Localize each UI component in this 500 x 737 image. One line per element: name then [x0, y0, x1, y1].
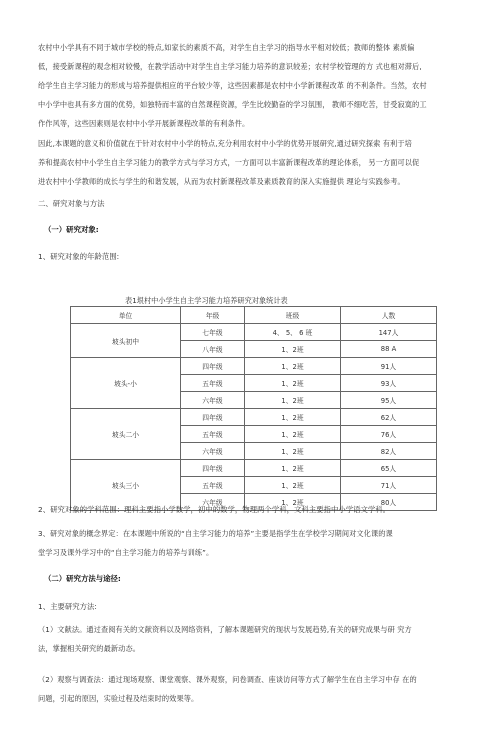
count-cell: 147人	[341, 324, 437, 341]
count-cell: 62人	[341, 409, 437, 426]
text-line: 农村中小学具有不同于城市学校的特点,如家长的素质不高，对学生自主学习的指导水平相对较低；教师的整体 素质偏	[38, 43, 415, 52]
count-cell: 82人	[341, 443, 437, 460]
text-line: 低，接受新课程的观念相对较慢，在教学活动中对学生自主学习能力培养的意识较差；农村学校管理的方 式也相对滞后,	[38, 62, 422, 71]
grade-cell: 七年级	[181, 324, 245, 341]
grade-cell: 五年级	[181, 426, 245, 443]
text-line: 因此,本课题的意义和价值就在于针对农村中小学的特点,充分利用农村中小学的优势开展研究,通过研究探索 有利于培	[38, 139, 412, 148]
stats-table	[70, 306, 437, 511]
text-line: 进农村中小学教师的成长与学生的和谐发展，从而为农村新课程改革及素质教育的深入实施提供 理论与实践参考。	[38, 177, 405, 186]
class-cell: 1、2班	[245, 375, 341, 392]
count-cell: 95人	[341, 392, 437, 409]
class-cell: 1、2班	[245, 341, 341, 358]
table-header-row	[71, 307, 437, 324]
item-age-range: 1、研究对象的年龄范围:	[38, 252, 120, 261]
class-cell: 1、2班	[245, 494, 341, 511]
count-cell: 71人	[341, 477, 437, 494]
count-cell: 76人	[341, 426, 437, 443]
section-heading: 二、研究对象与方法	[38, 199, 105, 208]
method-observation	[38, 670, 470, 708]
class-cell: 1、2班	[245, 443, 341, 460]
subsection-heading-methods: （二）研究方法与途径:	[44, 574, 121, 583]
text-line: 养和提高农村中小学生自主学习能力的教学方式与学习方式，一方面可以丰富新课程改革的理论体系， 另一方面可以促	[38, 158, 420, 167]
class-cell: 1、2班	[245, 409, 341, 426]
header-unit: 单位	[71, 307, 181, 324]
subsection-heading-objects: （一）研究对象:	[44, 225, 99, 234]
unit-cell: 坡头三小	[71, 460, 181, 511]
table-caption: 表1垠村中小学生自主学习能力培养研究对象统计表	[125, 296, 288, 305]
text-line: （2）观察与调查法：通过现场观察、课堂观察、课外观察，问卷调查、座谈访问等方式了解学生在自主学习中存 在的	[38, 675, 417, 684]
concept-paragraph	[38, 524, 470, 562]
count-cell: 80人	[341, 494, 437, 511]
table-row	[71, 358, 437, 375]
grade-cell: 四年级	[181, 358, 245, 375]
class-cell: 1、2班	[245, 392, 341, 409]
class-cell: 1、2班	[245, 426, 341, 443]
grade-cell: 四年级	[181, 460, 245, 477]
method-literature	[38, 620, 470, 658]
text-line: 作作风等，这些因素则是农村中小学开展新课程改革的有利条件。	[38, 119, 250, 128]
grade-cell: 八年级	[181, 341, 245, 358]
text-line: 法，掌握相关研究的最新动态。	[38, 644, 141, 653]
grade-cell: 五年级	[181, 375, 245, 392]
header-grade: 年级	[181, 307, 245, 324]
intro-paragraph	[38, 38, 470, 133]
text-line: 问题，引起的原因，实验过程及结束时的效果等。	[38, 694, 199, 703]
item-subject-range: 2、研究对象的学科范围：理科主要指小学数学，初中的数学，物理两个学科，文科主要指中小学语文学科。	[38, 505, 391, 514]
grade-cell: 六年级	[181, 392, 245, 409]
count-cell: 88 A	[341, 341, 437, 358]
class-cell: 1、2班	[245, 477, 341, 494]
table-row	[71, 460, 437, 477]
text-line: 给学生自主学习能力的形成与培养提供相应的平台较少等，这些因素都是农村中小学新课程改革 的不利条件。当然，农村	[38, 81, 427, 90]
text-line: 中小学中也具有多方面的优势，如独特而丰富的自然课程资源，学生比较勤奋的学习氛围， 教师不细吃苦，甘受寂寞的工	[38, 100, 427, 109]
text-line: 堂学习及课外学习中的“自主学习能力的培养与训练”。	[38, 548, 214, 557]
class-cell: 4、 5、 6 班	[245, 324, 341, 341]
grade-cell: 五年级	[181, 477, 245, 494]
count-cell: 93人	[341, 375, 437, 392]
grade-cell: 六年级	[181, 494, 245, 511]
grade-cell: 六年级	[181, 443, 245, 460]
unit-cell: 坡头二小	[71, 409, 181, 460]
header-count: 人数	[341, 307, 437, 324]
grade-cell: 四年级	[181, 409, 245, 426]
class-cell: 1、2班	[245, 460, 341, 477]
count-cell: 65人	[341, 460, 437, 477]
text-line: （1）文献法。通过查阅有关的文献资料以及网络资料，了解本课题研究的现状与发展趋势,有关的研究成果与研 究方	[38, 625, 412, 634]
table-row	[71, 409, 437, 426]
text-line: 3、研究对象的概念界定：在本课题中所说的“自主学习能力的培养”主要是指学生在学校学习期间对文化课的课	[38, 529, 393, 538]
unit-cell: 坡头初中	[71, 324, 181, 358]
purpose-paragraph	[38, 134, 470, 191]
header-class: 班级	[245, 307, 341, 324]
table-row	[71, 324, 437, 341]
methods-heading: 1、主要研究方法:	[38, 602, 97, 611]
unit-cell: 坡头-小	[71, 358, 181, 409]
count-cell: 91人	[341, 358, 437, 375]
class-cell: 1、2班	[245, 358, 341, 375]
